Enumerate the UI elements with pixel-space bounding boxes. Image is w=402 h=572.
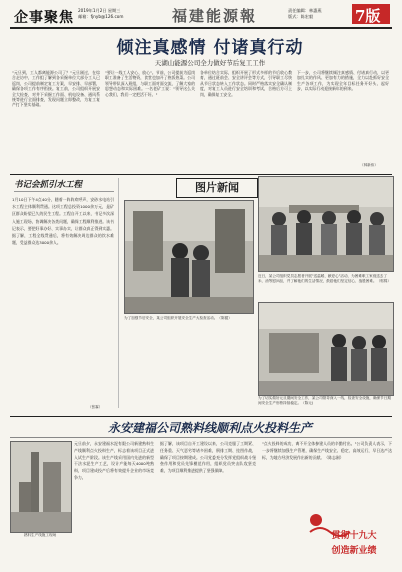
masthead-rule: [10, 27, 392, 29]
article1-col3: 各单位结合实际，组织开展了形式多样的节后收心教育，通过班前会、安全讲评会等方式，引导职工尽快从节日状态转入工作状态。同时严格落实安全确认制度，对复工人员进行安全培训和考试，合格后方可上岗，确保复工安全。: [200, 70, 292, 97]
photo-volunteers: [258, 176, 394, 272]
photo-news-heading: 图片新闻: [176, 178, 258, 198]
design-credit: 版式：陈宏毅: [288, 14, 314, 19]
photo-caption-volunteers: 近日，某公司组织党员志愿者开展"送温暖、献爱心"活动，为困难职工家庭送去了米、油等慰问品，并了解他们的生活情况，鼓励他们坚定信心、战胜困难。（郭锦）: [258, 274, 391, 283]
article1-col4: 下一步，公司将继续倾注真感情、付诸真行动，以更加扎实的作风、更加有力的措施，全力以赴抓好安全生产各项工作，为实现全年目标任务开好头、起好步，以实际行动迎接新年的到来。: [297, 70, 389, 92]
bottom-headline-rule: [10, 437, 392, 438]
article1-rule: [10, 174, 392, 175]
paper-name: 福建能源報: [172, 7, 258, 25]
article1-author: （林新伟）: [360, 163, 378, 167]
slogan-line-1: 贯彻十九大: [331, 531, 377, 541]
feature-author: （张霖）: [88, 405, 103, 409]
contact-email: 邮箱：fjnyb@126.com: [78, 14, 124, 19]
bottom-col2: 据了解，该项目自开工建设以来，公司克服了工期紧、任务重、天气恶劣等诸多困难，倒排工期、挂图作战，确保了项目按期建成。公司党委充分发挥党组织战斗堡垒作用和党员先锋模范作用，组织党员突击队攻坚克难，为项目顺利推进提供了坚强保障。: [160, 441, 256, 474]
bottom-headline: 永安建福公司熟料线顺利点火投料生产: [107, 421, 312, 435]
photo-caption-safety-check: 为了加强节后安全，某公司组织开展安全生产大检查活动。（陈健）: [124, 316, 232, 320]
headline-title: 倾注真感情 付诸真行动: [116, 38, 304, 58]
middle-rule: [10, 416, 392, 417]
feature-heading: 书记会抓引水工程: [14, 180, 83, 190]
photo-caption-production-line: 熟料生产线施工现场: [23, 533, 57, 537]
editor-credit: 责任编辑：林惠燕: [288, 8, 322, 13]
feature-body: 1月10日下午4点40分，随着一阵阵欢呼声，安砂水电站引水工程主体顺利贯通。这项工程总投资1000余万元，是矿区群众盼望已久的民生工程。工程自开工以来，书记多次深入施工现场，协调解决各类问题，确保工程顺利推进。该书记表示，要把好事办好、实事办实，让群众真正得到实惠。据了解，工程全线贯通后，将有效解决周边群众的饮水难题，受益群众达3000余人。: [12, 197, 114, 246]
photo-production-line: [10, 441, 72, 533]
headline-subtitle: 天湖山能源公司全力做好节后复工工作: [154, 59, 266, 67]
issue-date: 2019年1月2日 星期三: [78, 8, 121, 13]
slogan-line-2: 创造新业绩: [331, 546, 377, 556]
article1-col1: "元旦到，工人都离能源公司了？"元旦刚过，在综合走访中，工作组了解到各采掘单位大部分工人已返岗，公司提前制定复工方案，早安排、早部署，确保各项工作有序衔接。复工前，公司组织开展安全大检查，对井下采掘工作面、机电设备、通风系统等进行全面排查，发现问题立即整改，为复工复产打下坚实基础。: [12, 70, 100, 108]
section-title: 企事聚焦: [14, 10, 74, 26]
feature-divider: [118, 178, 119, 408]
bottom-col3: "点火投料的成功，离不开全体参建人员的辛勤付出。"公司负责人表示，下一步将继续加强生产管理，确保生产线安全、稳定、高效运行，早日达产达标，为地方经济发展作出新的贡献。（陈志刚）: [262, 441, 392, 460]
photo-inspection: [258, 302, 394, 396]
page-number: 7版: [355, 7, 381, 25]
bottom-col1: 元旦前夕，永安建福水泥有限公司新建熟料生产线顺利点火投料生产，标志着该项目正式进入试生产阶段。该生产线采用国内先进的新型干法水泥生产工艺，设计产能每天4000吨熟料，项目建成投产后将有效提升企业的市场竞争力。: [74, 441, 154, 480]
photo-safety-check: [124, 200, 254, 314]
photo-caption-inspection: 为了切实做好元旦期间安全工作，某公司领导深入一线，检查安全设施，确保节日期间安全生产形势持续稳定。（陈元): [258, 396, 391, 405]
masthead: [0, 0, 402, 28]
article1-col2: "要让一线工人安心、放心"。节前，公司提前为返岗职工准备了生活物资，食堂也加开了热饭热菜。公司领导带队深入班组，与职工面对面交流，了解大家的思想动态和实际困难。一名老矿工说："领导这么关心我们，我们一定把活干好。": [105, 70, 195, 97]
feature-heading-rule: [14, 191, 114, 192]
